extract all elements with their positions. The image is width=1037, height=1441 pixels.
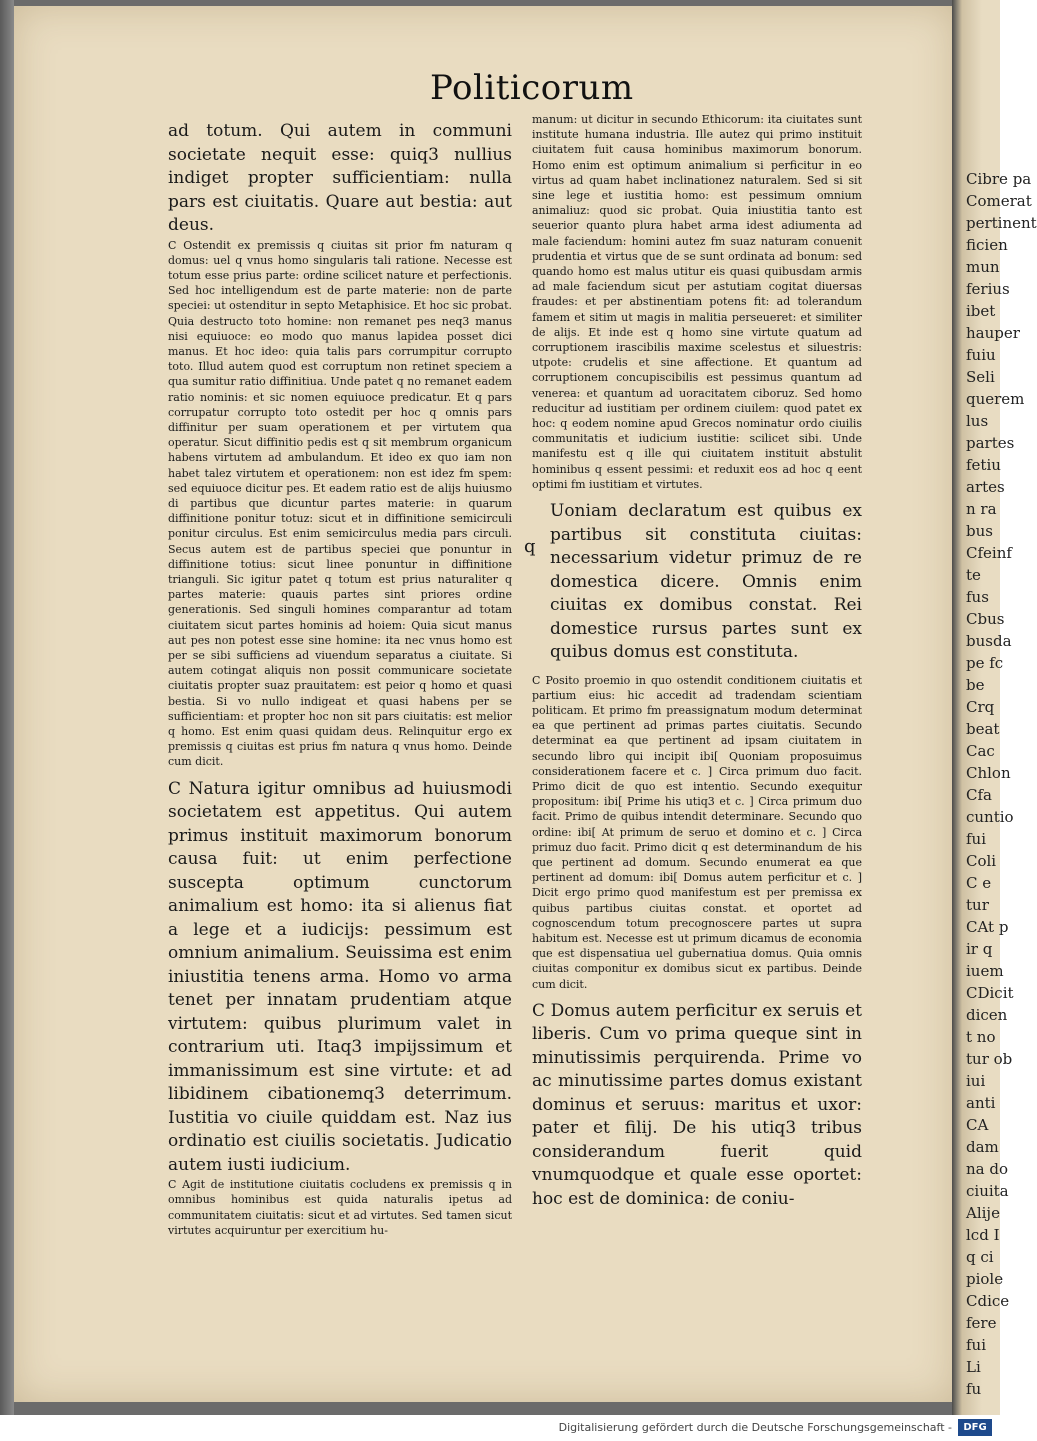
adjacent-page-fragment: iui — [966, 1072, 986, 1090]
adjacent-page-fragment: ficien — [966, 236, 1008, 254]
adjacent-page-fragment: Chlon — [966, 764, 1011, 782]
adjacent-page-fragment: fu — [966, 1380, 982, 1398]
adjacent-page-fragment: Seli — [966, 368, 995, 386]
adjacent-page-fragment: beat — [966, 720, 1000, 738]
adjacent-page-fragment: C e — [966, 874, 992, 892]
adjacent-page-fragment: Cac — [966, 742, 995, 760]
commentary-block: C Posito proemio in quo ostendit conditionem ciuitatis et partium eius: hic accedit ad tradendam scientiam politicam. Et primo fm preassignatum modum determinat ea que pertinent ad primas partes ciuitatis. Secundo determinat ea que pertinent ad ipsam ciuitatem in secundo libro qui incipit ibi[ Quoniam proposuimus considerationem facere et c. ] Circa primum duo facit. Primo dicit de quo est intentio. Secundo exequitur propositum: ibi[ Prime his utiq3 et c. ] Circa primum duo facit. Primo de quibus intendit determinare. Secundo quo ordine: ibi[ At primum de seruo et domino et c. ] Circa primuz duo facit. Primo dicit q est determinandum de his que pertinent ad domum. Secundo enumerat ea que pertinent ad domum: ibi[ Domus autem perficitur et c. ] Dicit ergo primo quod manifestum est per premissa ex quibus partibus ciuitas constat. et oportet ad cognoscendum totum precognoscere partes ut supra habitum est. Necesse est ut primum dicamus de economia que est dispensatiua uel gubernatiua domus. Quia omnis ciuitas componitur ex domibus sicut ex partibus. Deinde cum dicit. — [532, 673, 862, 991]
adjacent-page-fragment: querem — [966, 390, 1025, 408]
main-text-block: ad totum. Qui autem in communi societate nequit esse: quiq3 nullius indiget propter sufficientiam: nulla pars est ciuitatis. Quare aut bestia: aut deus. — [168, 121, 512, 235]
adjacent-page-fragment: Crq — [966, 698, 995, 716]
adjacent-page-fragment: lcd I — [966, 1226, 1000, 1244]
adjacent-page-fragment: tur ob — [966, 1050, 1013, 1068]
adjacent-page-fragment: pe fc — [966, 654, 1004, 672]
adjacent-page-fragment: iuem — [966, 962, 1004, 980]
adjacent-page-fragment: Cbus — [966, 610, 1005, 628]
adjacent-page-fragment: fui — [966, 1336, 987, 1354]
adjacent-page-fragment: fetiu — [966, 456, 1001, 474]
commentary-block: manum: ut dicitur in secundo Ethicorum: ita ciuitates sunt institute humana industria. Ille autez qui primo instituit ciuitatem fuit causa hominibus maximorum bonorum. Homo enim est optimum animalium si perficitur in eo virtus ad quam habet inclinationez naturalem. Sed si sit sine lege et iustitia homo: est pessimum omnium animaliuz: quod sic probat. Quia iniustitia tanto est seuerior quanto plura habet arma idest adiumenta ad male faciendum: homini autez fm suaz naturam conuenit prudentia et virtus que de se sunt ordinata ad bonum: sed quando homo est malus utitur eis quasi quibusdam armis ad male faciendum sicut per astutiam cogitat diuersas fraudes: et per abstinentiam potens fit: ad tolerandum famem et sitim ut magis in malitia perseueret: et similiter de alijs. Et inde est q homo sine virtute quatum ad corruptionem irascibilis maxime scelestus et siluestris: utpote: crudelis et sine affectione. Et quantum ad corruptionem concupiscibilis est pessimus quantum ad venerea: et quantum ad uoracitatem ciboruz. Sed homo reducitur ad iustitiam per ordinem ciuilem: quod patet ex hoc: q eodem nomine apud Grecos nominatur ordo ciuilis communitatis et iudicium iustitie: scilicet sibi. Unde manifestu est q ille qui ciuitatem instituit abstulit hominibus q essent pessimi: et reduxit eos ad hoc q eent optimi fm iustitiam et virtutes. — [532, 113, 862, 491]
right-column — [532, 112, 862, 1211]
left-column — [168, 120, 512, 1238]
adjacent-page-fragment: anti — [966, 1094, 996, 1112]
commentary-block: C Ostendit ex premissis q ciuitas sit prior fm naturam q domus: uel q vnus homo singularis tali ratione. Necesse est totum esse prius parte: ordine scilicet nature et perfectionis. Sed hoc intelligendum est de parte materie: non de parte speciei: ut ostenditur in septo Metaphisice. Et hoc sic probat. Quia destructo toto homine: non remanet pes neq3 manus nisi equiuoce: eo modo quo manus lapidea posset dici manus. Et hoc ideo: quia talis pars corrumpitur corrupto toto. Illud autem quod est corruptum non retinet speciem a qua sumitur ratio diffinitiua. Unde patet q no remanet eadem ratio nominis: et sic nomen equiuoce predicatur. Et q pars corrupatur corrupto toto ostedit per hoc q omnis pars diffinitur per suam operationem et per virtutem qua operatur. Sicut diffinitio pedis est q sit membrum organicum habens virtutem ad ambulandum. Et ideo ex quo iam non habet talez virtutem et operationem: non est idez fm spem: sed equiuoce dicitur pes. Et eadem ratio est de alijs huiusmo di partibus que dicuntur partes materie: in quarum diffinitione ponitur totuz: sicut et in diffinitione semicirculi ponitur circulus. Est enim semicirculus media pars circuli. Secus autem est de partibus speciei que ponuntur in diffinitione totius: sicut linee ponuntur in diffinitione trianguli. Sic igitur patet q totum est prius naturaliter q partes materie: quauis partes sint priores ordine generationis. Sed singuli homines comparantur ad totam ciuitatem sicut partes hominis ad hoiem: Quia sicut manus aut pes non potest esse sine homine: ita nec vnus homo est per se sibi sufficiens ad viuendum separatus a ciuitate. Si autem cotingat aliquis non possit communicare societate ciuitatis propter suaz prauitatem: est peior q homo et quasi bestia. Si vo nullo indigeat et quasi habens per se sufficientiam: et propter hoc non sit pars ciuitatis: est melior q homo. Est enim quasi quidam deus. Relinquitur ergo ex premissis q ciuitas est prius fm natura q vnus homo. Deinde cum dicit. — [168, 238, 512, 769]
adjacent-page-fragment: dam — [966, 1138, 999, 1156]
adjacent-page-fragment: CAt p — [966, 918, 1009, 936]
adjacent-page-fragment: pertinent — [966, 214, 1037, 232]
footer-bar — [0, 1415, 1000, 1441]
adjacent-page-fragment: ibet — [966, 302, 996, 320]
adjacent-page-fragment: n ra — [966, 500, 997, 518]
funding-credit: Digitalisierung gefördert durch die Deutsche Forschungsgemeinschaft - — [558, 1421, 952, 1434]
adjacent-page-fragment: fuiu — [966, 346, 996, 364]
adjacent-page-fragment: Cibre pa — [966, 170, 1032, 188]
adjacent-page-fragment: fui — [966, 830, 987, 848]
commentary-block: C Agit de institutione ciuitatis cocludens ex premissis q in omnibus hominibus est quida naturalis ipetus ad communitatem ciuitatis: sicut et ad virtutes. Sed tamen sicut virtutes acquiruntur per exercitium hu- — [168, 1178, 512, 1237]
guide-letter: q — [524, 536, 536, 557]
adjacent-page-fragment: t no — [966, 1028, 996, 1046]
adjacent-page-fragment: CDicit — [966, 984, 1014, 1002]
adjacent-page-fragment: bus — [966, 522, 993, 540]
page-edge-left — [0, 0, 14, 1415]
adjacent-page-fragment: hauper — [966, 324, 1020, 342]
adjacent-page-fragment: Cdice — [966, 1292, 1010, 1310]
adjacent-page-fragment: mun — [966, 258, 1000, 276]
adjacent-page — [952, 0, 1037, 1415]
running-title: Politicorum — [430, 68, 634, 108]
adjacent-page-fragment: ferius — [966, 280, 1010, 298]
adjacent-page-fragment: cuntio — [966, 808, 1014, 826]
adjacent-page-fragment: Alije — [966, 1204, 1000, 1222]
adjacent-page-fragment: na do — [966, 1160, 1009, 1178]
adjacent-page-fragment: be — [966, 676, 985, 694]
adjacent-page-fragment: Li — [966, 1358, 981, 1376]
adjacent-page-fragment: Comerat — [966, 192, 1032, 210]
adjacent-page-fragment: fus — [966, 588, 989, 606]
adjacent-page-fragment: Coli — [966, 852, 997, 870]
main-text-block: Uoniam declaratum est quibus ex partibus sit constituta ciuitas: necessarium videtur primuz de re domestica dicere. Omnis enim ciuitas ex domibus constat. Rei domestice rursus partes sunt ex quibus domus est constituta. — [550, 501, 862, 663]
adjacent-page-fragment: q ci — [966, 1248, 994, 1266]
dfg-logo: DFG — [958, 1419, 992, 1436]
adjacent-page-fragment: dicen — [966, 1006, 1008, 1024]
adjacent-page-fragment: fere — [966, 1314, 997, 1332]
main-text-block: C Natura igitur omnibus ad huiusmodi societatem est appetitus. Qui autem primus instituit maximorum bonorum causa fuit: ut enim perfectione suscepta optimum cunctorum animalium est homo: ita si alienus fiat a lege et a iudicijs: pessimum est omnium animalium. Seuissima est enim iniustitia tenens arma. Homo vo arma tenet per innatam prudentiam atque virtutem: quibus plurimum valet in contrarium uti. Itaq3 impijssimum et immanissimum est sine virtute: et ad libidinem cibationemq3 deterrimum. Iustitia vo ciuile quiddam est. Naz ius ordinatio est ciuilis societatis. Judicatio autem iusti iudicium. — [168, 778, 512, 1175]
adjacent-page-fragment: piole — [966, 1270, 1004, 1288]
adjacent-page-fragment: ir q — [966, 940, 993, 958]
adjacent-page-fragment: ciuita — [966, 1182, 1009, 1200]
adjacent-page-fragment: busda — [966, 632, 1012, 650]
adjacent-page-fragment: partes — [966, 434, 1015, 452]
main-text-block: C Domus autem perficitur ex seruis et liberis. Cum vo prima queque sint in minutissimis perquirenda. Prime vo ac minutissime partes domus existant dominus et seruus: maritus et uxor: pater et filij. De his utiq3 tribus considerandum fuerit quid vnumquodque et quale esse oportet: hoc est de dominica: de coniu- — [532, 1000, 862, 1209]
adjacent-page-fragment: te — [966, 566, 981, 584]
adjacent-page-fragment: Cfa — [966, 786, 992, 804]
adjacent-page-fragment: Cfeinf — [966, 544, 1012, 562]
adjacent-page-fragment: artes — [966, 478, 1005, 496]
adjacent-page-fragment: lus — [966, 412, 989, 430]
adjacent-page-fragment: CA — [966, 1116, 989, 1134]
adjacent-page-fragment: tur — [966, 896, 989, 914]
